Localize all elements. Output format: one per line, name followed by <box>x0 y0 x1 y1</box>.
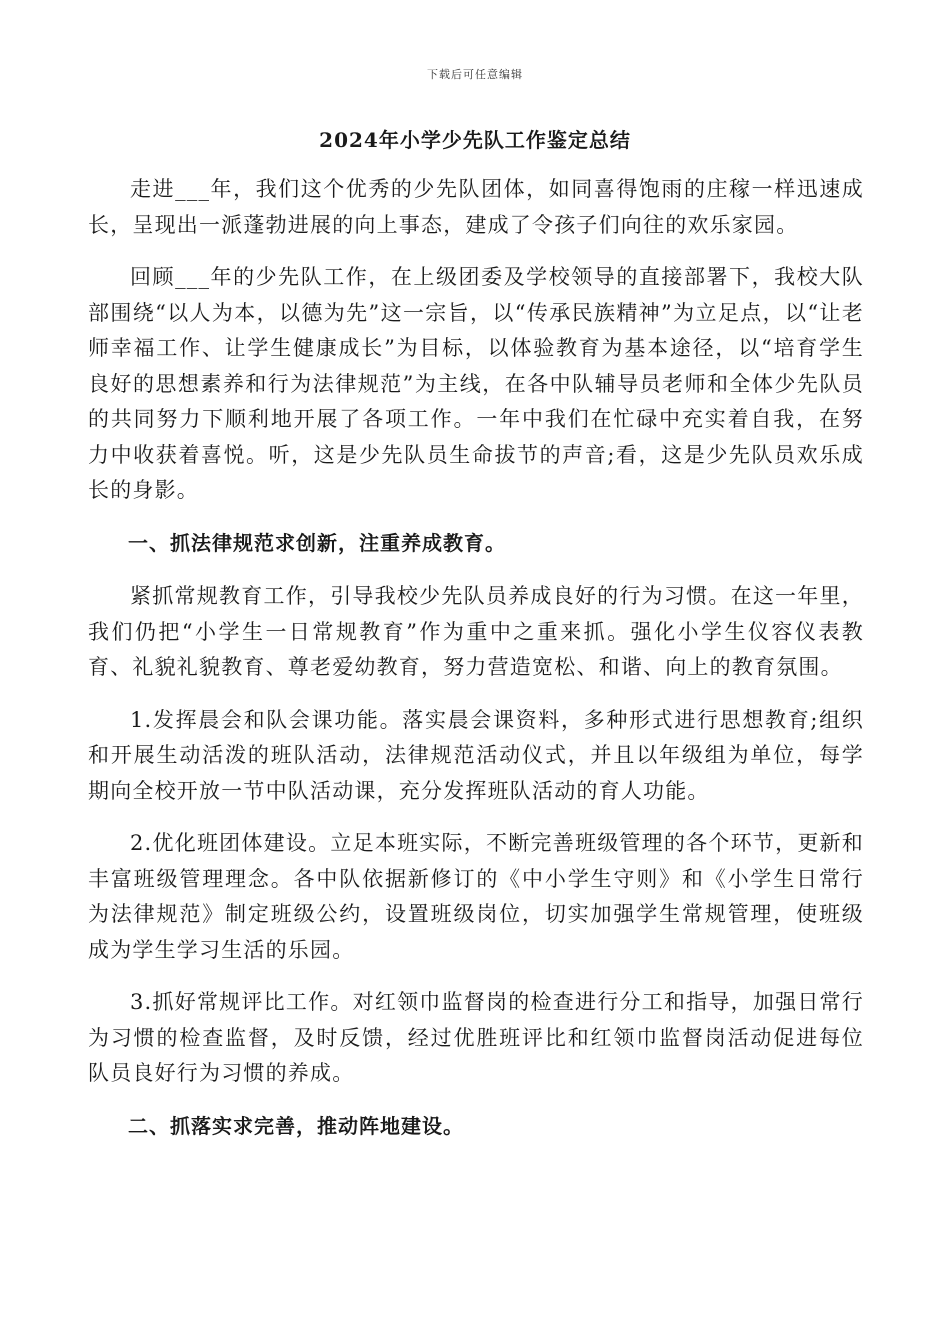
paragraph-routine-education: 紧抓常规教育工作，引导我校少先队员养成良好的行为习惯。在这一年里，我们仍把“小学生一日常规教育”作为重中之重来抓。强化小学生仪容仪表教育、礼貌礼貌教育、尊老爱幼教育，努力营造宽松、和谐、向上的教育氛围。 <box>88 584 864 679</box>
section-heading-2: 二、抓落实求完善，推动阵地建设。 <box>128 1113 464 1138</box>
document-title: 2024年小学少先队工作鉴定总结 <box>319 128 631 152</box>
paragraph-item-2: 2.优化班团体建设。立足本班实际，不断完善班级管理的各个环节，更新和丰富班级管理理念。各中队依据新修订的《中小学生守则》和《小学生日常行为法律规范》制定班级公约，设置班级岗位，切实加强学生常规管理，使班级成为学生学习生活的乐园。 <box>88 831 864 962</box>
paragraph-review: 回顾___年的少先队工作，在上级团委及学校领导的直接部署下，我校大队部围绕“以人为本，以德为先”这一宗旨，以“传承民族精神”为立足点，以“让老师幸福工作、让学生健康成长”为目标，以体验教育为基本途径，以“培育学生良好的思想素养和行为法律规范”为主线，在各中队辅导员老师和全体少先队员的共同努力下顺利地开展了各项工作。一年中我们在忙碌中充实着自我，在努力中收获着喜悦。听，这是少先队员生命拔节的声音;看，这是少先队员欢乐成长的身影。 <box>88 265 864 502</box>
paragraph-item-1: 1.发挥晨会和队会课功能。落实晨会课资料，多种形式进行思想教育;组织和开展生动活泼的班队活动，法律规范活动仪式，并且以年级组为单位，每学期向全校开放一节中队活动课，充分发挥班队活动的育人功能。 <box>88 707 864 803</box>
paragraph-item-3: 3.抓好常规评比工作。对红领巾监督岗的检查进行分工和指导，加强日常行为习惯的检查监督，及时反馈，经过优胜班评比和红领巾监督岗活动促进每位队员良好行为习惯的养成。 <box>88 990 864 1085</box>
section-heading-1: 一、抓法律规范求创新，注重养成教育。 <box>128 530 506 555</box>
header-note: 下载后可任意编辑 <box>427 68 523 81</box>
paragraph-intro: 走进___年，我们这个优秀的少先队团体，如同喜得饱雨的庄稼一样迅速成长，呈现出一派蓬勃进展的向上事态，建成了令孩子们向往的欢乐家园。 <box>88 177 864 237</box>
document-body <box>88 172 864 1162</box>
